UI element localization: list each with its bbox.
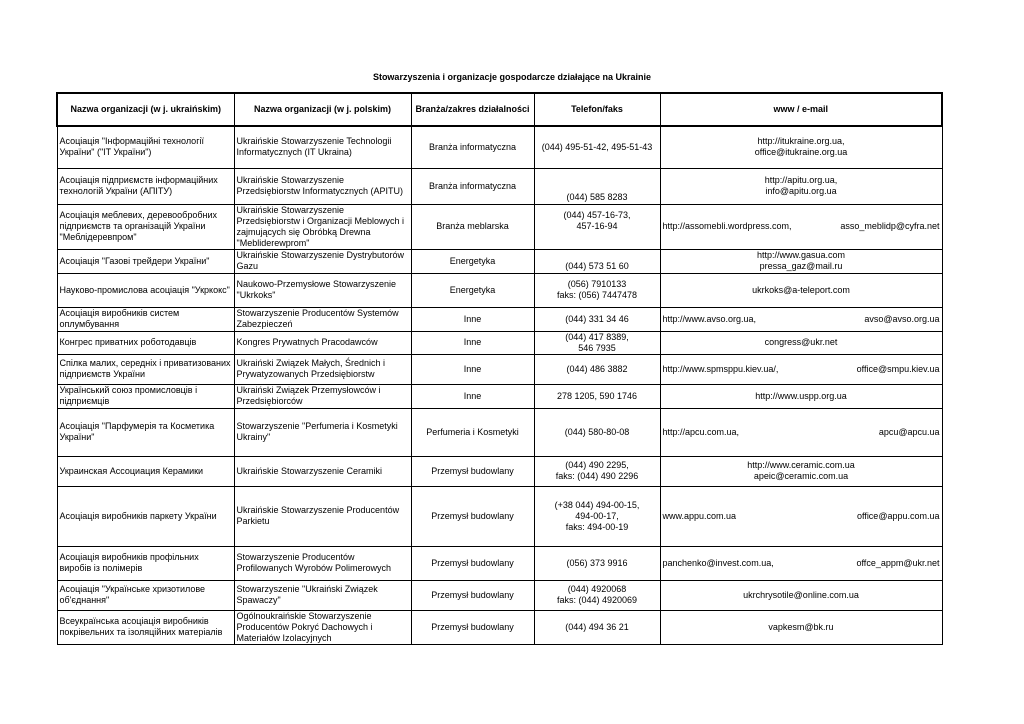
org-name-polish: Ukraińskie Stowarzyszenie Producentów Parkietu	[234, 486, 411, 546]
contact-cell	[660, 273, 942, 307]
phone-cell: (044) 490 2295, faks: (044) 490 2296	[534, 456, 660, 486]
industry-cell: Inne	[411, 354, 534, 384]
contact-link[interactable]: ukrchrysotile@online.com.ua	[743, 589, 859, 600]
contact-cell	[660, 249, 942, 273]
org-name-ukrainian: Асоціація "Газові трейдери України"	[57, 249, 234, 273]
org-name-ukrainian: Український союз промисловців і підприємців	[57, 384, 234, 408]
org-name-polish: Stowarzyszenie "Perfumeria i Kosmetyki Ukrainy"	[234, 408, 411, 456]
org-name-ukrainian: Асоціація "Парфумерія та Косметика України"	[57, 408, 234, 456]
industry-cell: Inne	[411, 384, 534, 408]
org-name-ukrainian: Асоціація виробників паркету України	[57, 486, 234, 546]
contact-cell	[660, 384, 942, 408]
contact-cell	[660, 168, 942, 204]
phone-cell: (044) 585 8283	[534, 168, 660, 204]
table-row	[57, 456, 942, 486]
industry-cell: Przemysł budowlany	[411, 546, 534, 580]
table-row	[57, 126, 942, 168]
email-link[interactable]: asso_meblidp@cyfra.net	[840, 221, 940, 231]
org-name-ukrainian: Асоціація виробників профільних виробів із полімерів	[57, 546, 234, 580]
phone-cell: (+38 044) 494-00-15, 494-00-17, faks: 494-00-19	[534, 486, 660, 546]
contact-cell	[660, 486, 942, 546]
org-name-polish: Ukraiński Związek Przemysłowców i Przedsiębiorców	[234, 384, 411, 408]
contact-cell	[660, 354, 942, 384]
org-name-polish: Ukraińskie Stowarzyszenie Przedsiębiorstw Informatycznych (APITU)	[234, 168, 411, 204]
industry-cell: Przemysł budowlany	[411, 610, 534, 644]
org-name-ukrainian: Конгрес приватних роботодавців	[57, 331, 234, 354]
org-name-ukrainian: Асоціація "Українське хризотилове об'єднання"	[57, 580, 234, 610]
industry-cell: Perfumeria i Kosmetyki	[411, 408, 534, 456]
org-name-polish: Ogólnoukraińskie Stowarzyszenie Producentów Pokryć Dachowych i Materiałów Izolacyjnych	[234, 610, 411, 644]
phone-cell: (056) 373 9916	[534, 546, 660, 580]
table-row	[57, 249, 942, 273]
website-link[interactable]: http://www.avso.org.ua,	[662, 313, 757, 324]
contact-cell	[660, 204, 942, 249]
header-phone-fax: Telefon/faks	[534, 93, 660, 126]
contact-cell	[660, 580, 942, 610]
phone-cell: (044) 580-80-08	[534, 408, 660, 456]
phone-cell: (044) 486 3882	[534, 354, 660, 384]
phone-cell: 278 1205, 590 1746	[534, 384, 660, 408]
table-row	[57, 408, 942, 456]
website-link[interactable]: http://apcu.com.ua,	[662, 426, 740, 437]
contact-cell	[660, 307, 942, 331]
header-www-email: www / e-mail	[660, 93, 942, 126]
document-title: Stowarzyszenia i organizacje gospodarcze działające na Ukrainie	[372, 72, 652, 82]
table-row	[57, 580, 942, 610]
industry-cell: Branża meblarska	[411, 204, 534, 249]
table-row	[57, 546, 942, 580]
header-name-polish: Nazwa organizacji (w j. polskim)	[234, 93, 411, 126]
phone-cell: (044) 573 51 60	[534, 249, 660, 273]
org-name-polish: Ukraińskie Stowarzyszenie Ceramiki	[234, 456, 411, 486]
website-link[interactable]: www.appu.com.ua	[662, 510, 737, 521]
industry-cell: Branża informatyczna	[411, 168, 534, 204]
email-link[interactable]: office@appu.com.ua	[856, 510, 940, 521]
org-name-polish: Ukraińskie Stowarzyszenie Technologii Informatycznych (IT Ukraina)	[234, 126, 411, 168]
org-name-polish: Stowarzyszenie Producentów Systemów Zabezpieczeń	[234, 307, 411, 331]
contact-link[interactable]: vapkesm@bk.ru	[768, 621, 834, 632]
industry-cell: Inne	[411, 331, 534, 354]
industry-cell: Przemysł budowlany	[411, 456, 534, 486]
header-name-ukrainian: Nazwa organizacji (w j. ukraińskim)	[57, 93, 234, 126]
org-name-ukrainian: Асоціація підприємств інформаційних технологій України (АПІТУ)	[57, 168, 234, 204]
website-link[interactable]: http://www.spmsppu.kiev.ua/,	[662, 363, 779, 374]
table-row	[57, 354, 942, 384]
org-name-ukrainian: Спілка малих, середніх і приватизованих підприємств України	[57, 354, 234, 384]
contact-cell	[660, 546, 942, 580]
contact-link[interactable]: congress@ukr.net	[764, 337, 838, 347]
email-link[interactable]: offce_appm@ukr.net	[856, 557, 940, 568]
phone-cell: (044) 331 34 46	[534, 307, 660, 331]
header-row	[57, 93, 942, 126]
table-row	[57, 168, 942, 204]
table-row	[57, 486, 942, 546]
contact-cell	[660, 456, 942, 486]
org-name-ukrainian: Асоціація "Інформаційні технології України" ("IT України")	[57, 126, 234, 168]
contact-link[interactable]: ukrkoks@a-teleport.com	[752, 284, 850, 295]
industry-cell: Przemysł budowlany	[411, 486, 534, 546]
contact-link[interactable]: http://itukraine.org.ua, office@itukraine.org.ua	[754, 136, 848, 158]
table-row	[57, 610, 942, 644]
phone-cell: (044) 495-51-42, 495-51-43	[534, 126, 660, 168]
org-name-polish: Ukraińskie Stowarzyszenie Dystrybutorów Gazu	[234, 249, 411, 273]
contact-cell	[660, 331, 942, 354]
table-row	[57, 307, 942, 331]
org-name-polish: Stowarzyszenie "Ukraiński Związek Spawaczy"	[234, 580, 411, 610]
industry-cell: Energetyka	[411, 249, 534, 273]
email-link[interactable]: apcu@apcu.ua	[878, 426, 940, 437]
industry-cell: Branża informatyczna	[411, 126, 534, 168]
phone-cell: (044) 457-16-73, 457-16-94	[534, 204, 660, 249]
org-name-ukrainian: Науково-промислова асоціація "Укркокс"	[57, 273, 234, 307]
table-row	[57, 384, 942, 408]
table-row	[57, 331, 942, 354]
website-link[interactable]: panchenko@invest.com.ua,	[662, 557, 774, 568]
contact-cell	[660, 610, 942, 644]
org-name-polish: Ukraiński Związek Małych, Średnich i Prywatyzowanych Przedsiębiorstw	[234, 354, 411, 384]
org-name-ukrainian: Асоціація виробників систем оплумбування	[57, 307, 234, 331]
phone-cell: (044) 494 36 21	[534, 610, 660, 644]
org-name-polish: Naukowo-Przemysłowe Stowarzyszenie "Ukrkoks"	[234, 273, 411, 307]
industry-cell: Energetyka	[411, 273, 534, 307]
header-industry: Branża/zakres działalności	[411, 93, 534, 126]
organizations-table	[56, 92, 943, 645]
industry-cell: Przemysł budowlany	[411, 580, 534, 610]
org-name-polish: Ukraińskie Stowarzyszenie Przedsiębiorstw i Organizacji Meblowych i zajmujących się Obróbką Drewna "Mebliderewprom"	[234, 204, 411, 249]
org-name-polish: Stowarzyszenie Producentów Profilowanych Wyrobów Polimerowych	[234, 546, 411, 580]
org-name-ukrainian: Асоціація меблевих, деревообробних підприємств та організацій України "Меблідеревпром"	[57, 204, 234, 249]
org-name-polish: Kongres Prywatnych Pracodawców	[234, 331, 411, 354]
contact-link[interactable]: http://www.uspp.org.ua	[755, 390, 847, 401]
org-name-ukrainian: Всеукраїнська асоціація виробників покрівельних та ізоляційних матеріалів	[57, 610, 234, 644]
contact-link[interactable]: http://apitu.org.ua, info@apitu.org.ua	[764, 175, 838, 196]
contact-link[interactable]: http://www.gasua.com pressa_gaz@mail.ru	[756, 250, 846, 271]
phone-cell: (056) 7910133 faks: (056) 7447478	[534, 273, 660, 307]
phone-cell: (044) 4920068 faks: (044) 4920069	[534, 580, 660, 610]
org-name-ukrainian: Украинская Ассоциация Керамики	[57, 456, 234, 486]
table-row	[57, 204, 942, 249]
phone-cell: (044) 417 8389, 546 7935	[534, 331, 660, 354]
table-row	[57, 273, 942, 307]
contact-cell	[660, 408, 942, 456]
contact-link[interactable]: http://www.ceramic.com.ua apeic@ceramic.com.ua	[747, 460, 855, 481]
email-link[interactable]: office@smpu.kiev.ua	[856, 363, 940, 374]
website-link[interactable]: http://assomebli.wordpress.com,	[662, 221, 792, 231]
industry-cell: Inne	[411, 307, 534, 331]
contact-cell	[660, 126, 942, 168]
email-link[interactable]: avso@avso.org.ua	[864, 313, 940, 324]
